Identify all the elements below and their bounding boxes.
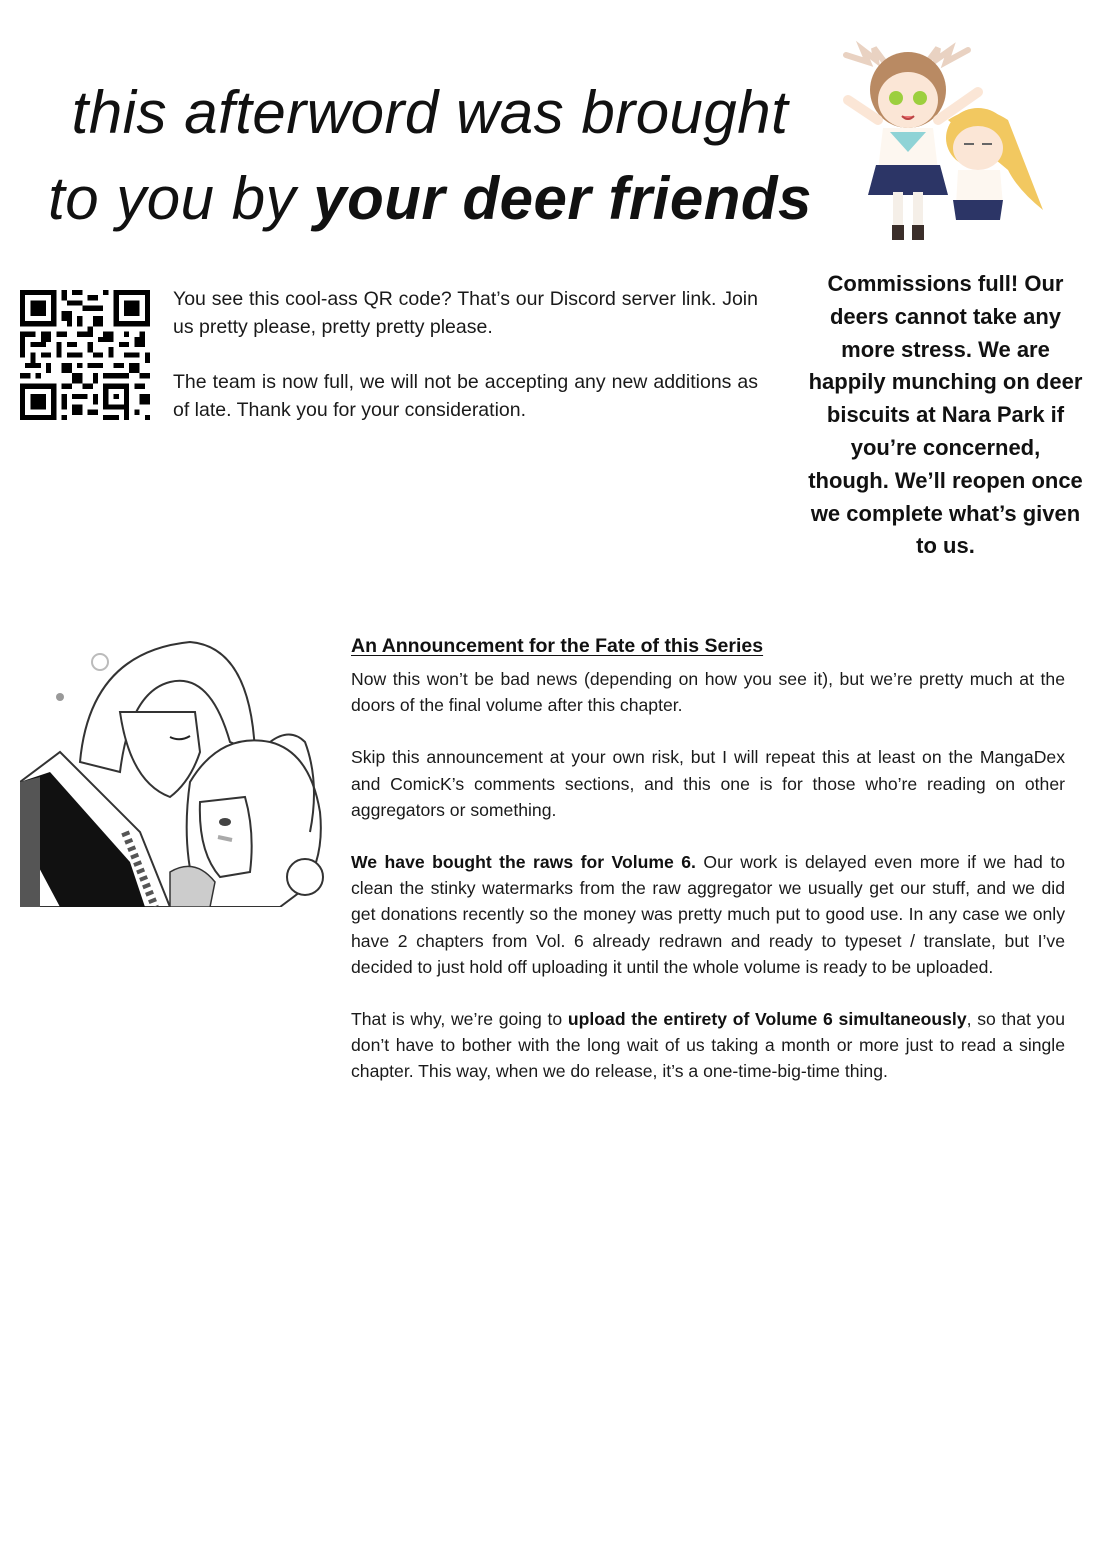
chibi-characters-icon bbox=[828, 20, 1058, 250]
manga-couple-illustration-icon bbox=[20, 632, 325, 907]
announcement-p4-rest: , so that you don’t have to bother with the long wait of us taking a month or more just to read a single chapter. This way, when we do release, it’s a one-time-big-time thing. bbox=[351, 1009, 1065, 1082]
discord-paragraph-1: You see this cool-ass QR code? That’s our Discord server link. Join us pretty please, pretty pretty please. bbox=[173, 288, 758, 338]
announcement-title: An Announcement for the Fate of this Series bbox=[351, 635, 764, 657]
announcement-p3-bold: We have bought the raws for Volume 6. bbox=[351, 852, 696, 873]
commissions-notice: Commissions full! Our deers cannot take any more stress. We are happily munching on deer biscuits at Nara Park if you’re concerned, though. We’ll reopen once we complete what’s given to us. bbox=[808, 271, 1083, 559]
mascot-illustration bbox=[828, 20, 1058, 250]
headline-line-1: this afterword was brought bbox=[71, 79, 789, 146]
announcement-p4-prefix: That is why, we’re going to bbox=[351, 1009, 568, 1030]
afterword-headline bbox=[40, 70, 820, 242]
announcement-p3-rest: Our work is delayed even more if we had to clean the stinky watermarks from the raw aggregator we usually get our stuff, and we did get donations recently so the money was pretty much put to good use. In any case we only have 2 chapters from Vol. 6 already redrawn and ready to typeset / translate, but I’ve decided to just hold off uploading it until the whole volume is ready to be uploaded. bbox=[351, 852, 1065, 977]
manga-panel-image bbox=[20, 632, 325, 907]
discord-info-text bbox=[173, 285, 758, 424]
announcement-p4-bold: upload the entirety of Volume 6 simultaneously bbox=[567, 1009, 967, 1030]
announcement-section bbox=[351, 632, 1065, 1085]
discord-paragraph-2: The team is now full, we will not be accepting any new additions as of late. Thank you for your consideration. bbox=[173, 371, 758, 421]
qr-code-icon bbox=[20, 290, 150, 420]
announcement-paragraph-2: Skip this announcement at your own risk, but I will repeat this at least on the MangaDex and ComicK’s comments sections, and this one is for those who’re reading on other aggregators or something. bbox=[351, 747, 1065, 820]
headline-line-2-prefix: to you by bbox=[48, 165, 314, 232]
headline-line-2-bold: your deer friends bbox=[313, 165, 812, 232]
announcement-paragraph-4 bbox=[351, 1006, 1065, 1085]
announcement-paragraph-1: Now this won’t be bad news (depending on how you see it), but we’re pretty much at the doors of the final volume after this chapter. bbox=[351, 669, 1065, 716]
announcement-paragraph-3 bbox=[351, 849, 1065, 980]
headline-line-2 bbox=[40, 156, 820, 242]
discord-qr-code[interactable] bbox=[20, 290, 150, 420]
